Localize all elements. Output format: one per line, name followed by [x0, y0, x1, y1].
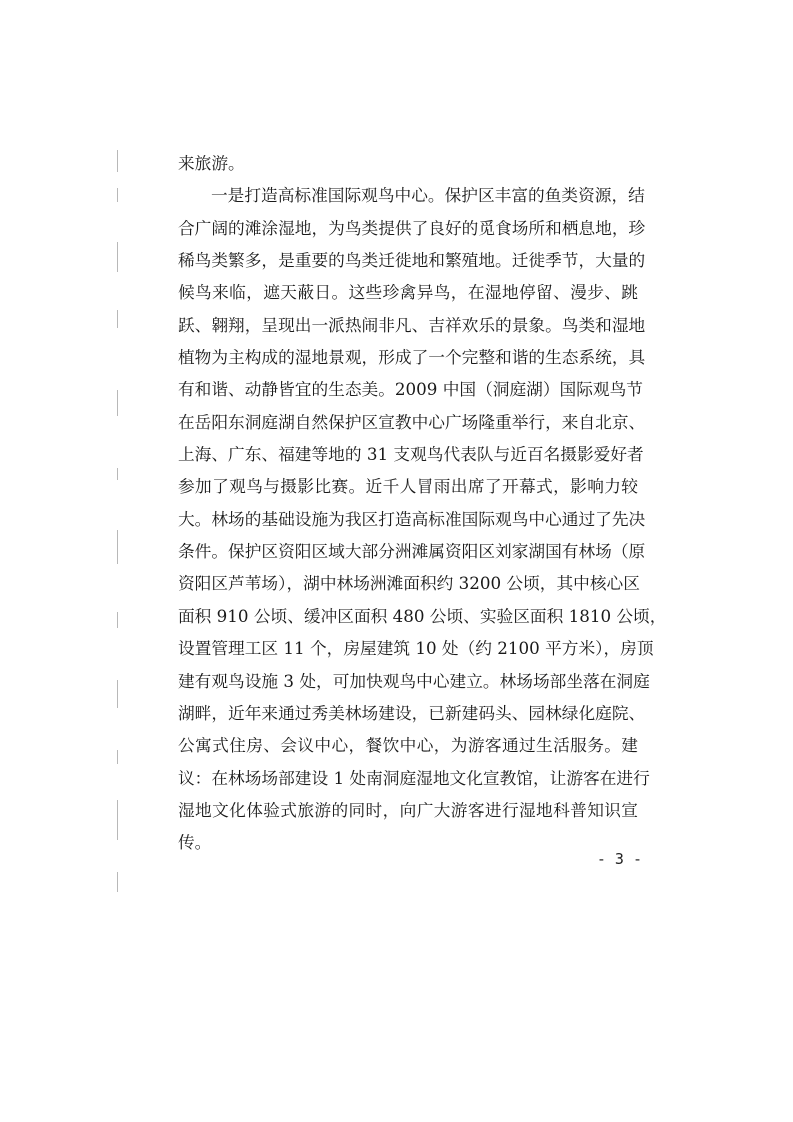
text-line: 植物为主构成的湿地景观，形成了一个完整和谐的生态系统，具 [178, 347, 646, 368]
binding-edge-marks [117, 150, 121, 910]
text-line: 上海、广东、福建等地的 31 支观鸟代表队与近百名摄影爱好者 [178, 444, 644, 465]
body-paragraphs [178, 147, 667, 859]
text-line: 条件。保护区资阳区域大部分洲滩属资阳区刘家湖国有林场（原 [178, 541, 646, 562]
text-line: 参加了观鸟与摄影比赛。近千人冒雨出席了开幕式，影响力较 [178, 476, 638, 497]
text-line: 在岳阳东洞庭湖自然保护区宣教中心广场隆重举行，来自北京、 [178, 411, 646, 432]
text-line: 稀鸟类繁多，是重要的鸟类迁徙地和繁殖地。迁徙季节，大量的 [178, 250, 646, 271]
text-line: 一是打造高标准国际观鸟中心。保护区丰富的鱼类资源，结 [211, 185, 645, 206]
text-line: 来旅游。 [178, 153, 245, 173]
text-line: 大。林场的基础设施为我区打造高标准国际观鸟中心通过了先决 [178, 508, 646, 529]
text-line: 合广阔的滩涂湿地，为鸟类提供了良好的觅食场所和栖息地，珍 [178, 217, 646, 238]
text-line: 建有观鸟设施 3 处，可加快观鸟中心建立。林场场部坐落在洞庭 [178, 670, 650, 691]
text-line: 面积 910 公顷、缓冲区面积 480 公顷、实验区面积 1810 公顷， [178, 605, 667, 626]
page-number: - 3 - [596, 850, 642, 868]
text-line: 候鸟来临，遮天蔽日。这些珍禽异鸟，在湿地停留、漫步、跳 [178, 282, 638, 303]
text-line: 有和谐、动静皆宜的生态美。2009 中国（洞庭湖）国际观鸟节 [178, 379, 643, 400]
text-line: 设置管理工区 11 个，房屋建筑 10 处（约 2100 平方米），房顶 [178, 638, 654, 659]
text-line: 传。 [178, 832, 212, 853]
text-line: 跃、翱翔，呈现出一派热闹非凡、吉祥欢乐的景象。鸟类和湿地 [178, 314, 646, 335]
text-line: 湿地文化体验式旅游的同时，向广大游客进行湿地科普知识宣 [178, 799, 638, 820]
text-line: 公寓式住房、会议中心，餐饮中心，为游客通过生活服务。建 [178, 735, 638, 756]
text-line: 议：在林场场部建设 1 处南洞庭湿地文化宣教馆，让游客在进行 [178, 767, 650, 788]
text-line: 资阳区芦苇场），湖中林场洲滩面积约 3200 公顷，其中核心区 [178, 573, 640, 594]
text-line: 湖畔，近年来通过秀美林场建设，已新建码头、园林绿化庭院、 [178, 702, 646, 723]
